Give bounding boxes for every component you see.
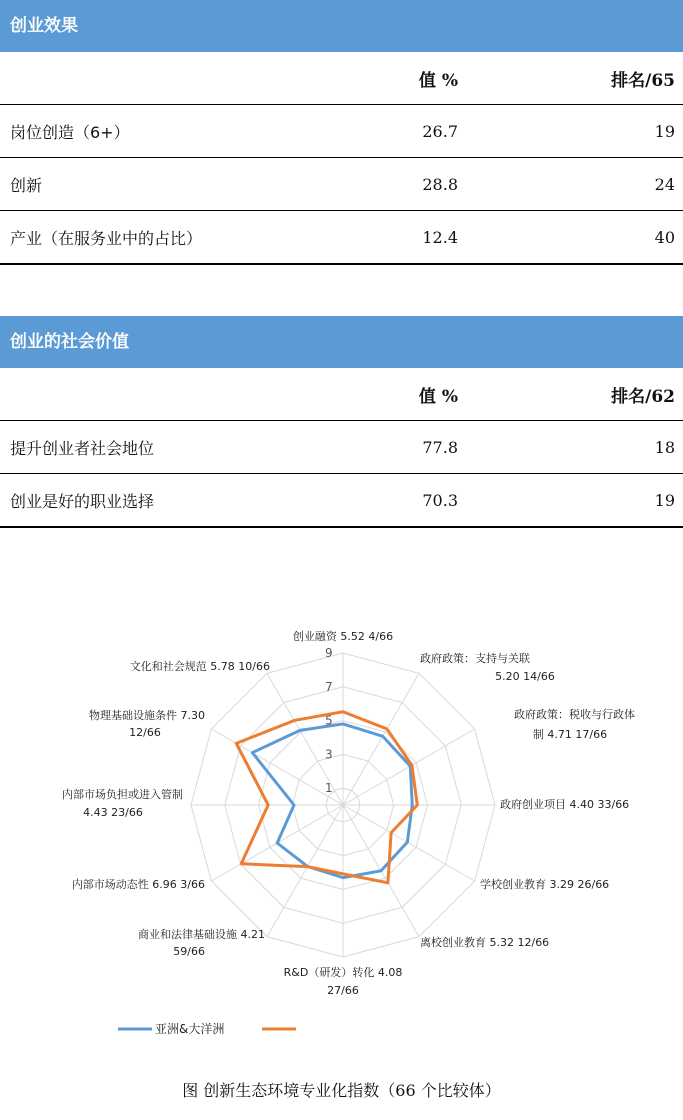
radar-axis-label: 离校创业教育 5.32 12/66 — [420, 936, 550, 949]
section-social-value — [0, 316, 683, 528]
rank-column-header: 排名/62 — [611, 386, 675, 407]
row-value: 28.8 — [320, 158, 458, 211]
figure-caption: 图 创新生态环境专业化指数（66 个比较体） — [182, 1081, 501, 1100]
table-row — [0, 158, 683, 211]
legend-label: 亚洲&大洋洲 — [155, 1022, 225, 1036]
radar-axis-label: 政府政策：税收与行政体 — [514, 708, 635, 721]
radar-axis-label: 59/66 — [173, 945, 205, 958]
radar-axis-label: 5.20 14/66 — [495, 670, 555, 683]
radar-tick-label: 9 — [325, 646, 333, 660]
radar-axis-label: 政府政策：支持与关联 — [420, 652, 530, 665]
row-name: 岗位创造（6+） — [0, 105, 320, 158]
table-row — [0, 421, 683, 474]
table-row — [0, 474, 683, 528]
radar-axis-label: 创业融资 5.52 4/66 — [292, 630, 394, 643]
radar-tick-label: 3 — [325, 747, 333, 762]
radar-axis-label: 内部市场动态性 6.96 3/66 — [71, 878, 205, 891]
value-column-header: 值 % — [418, 70, 458, 91]
radar-axis-label: 物理基础设施条件 7.30 — [89, 709, 205, 722]
social-value-table — [0, 368, 683, 528]
radar-axis-label: R&D（研发）转化 4.08 — [283, 966, 403, 979]
radar-axis-label: 内部市场负担或进入管制 — [62, 788, 183, 801]
section-entrepreneurship-effect — [0, 0, 683, 265]
radar-chart — [0, 620, 683, 1050]
radar-spoke — [343, 729, 475, 805]
table-header-row — [0, 368, 683, 421]
radar-axis-label: 文化和社会规范 5.78 10/66 — [129, 660, 270, 673]
radar-axis-label: 12/66 — [129, 726, 161, 739]
section-title: 创业的社会价值 — [0, 316, 683, 368]
row-name: 提升创业者社会地位 — [0, 421, 320, 474]
row-name: 创新 — [0, 158, 320, 211]
effect-table — [0, 52, 683, 265]
rank-column-header: 排名/65 — [611, 70, 675, 91]
radar-axis-label: 政府创业项目 4.40 33/66 — [500, 798, 630, 811]
row-value: 26.7 — [320, 105, 458, 158]
section-title: 创业效果 — [0, 0, 683, 52]
row-value: 70.3 — [320, 474, 458, 528]
radar-axis-label: 学校创业教育 3.29 26/66 — [480, 878, 610, 891]
radar-axis-label: 27/66 — [327, 984, 359, 997]
radar-tick-label: 5 — [325, 713, 333, 728]
radar-axis-label: 4.43 23/66 — [83, 806, 143, 819]
table-header-row — [0, 52, 683, 105]
radar-axis-label: 制 4.71 17/66 — [532, 728, 608, 741]
radar-spoke — [343, 805, 475, 881]
row-name: 创业是好的职业选择 — [0, 474, 320, 528]
row-rank: 18 — [458, 421, 683, 474]
row-name: 产业（在服务业中的占比） — [0, 211, 320, 265]
row-rank: 19 — [458, 474, 683, 528]
radar-axis-label: 商业和法律基础设施 4.21 — [138, 928, 265, 941]
row-rank: 24 — [458, 158, 683, 211]
table-row — [0, 211, 683, 265]
row-rank: 19 — [458, 105, 683, 158]
value-column-header: 值 % — [418, 386, 458, 407]
row-value: 77.8 — [320, 421, 458, 474]
radar-spoke — [343, 673, 419, 805]
table-row — [0, 105, 683, 158]
row-value: 12.4 — [320, 211, 458, 265]
radar-tick-label: 1 — [325, 781, 333, 796]
row-rank: 40 — [458, 211, 683, 265]
radar-tick-label: 7 — [325, 679, 333, 694]
